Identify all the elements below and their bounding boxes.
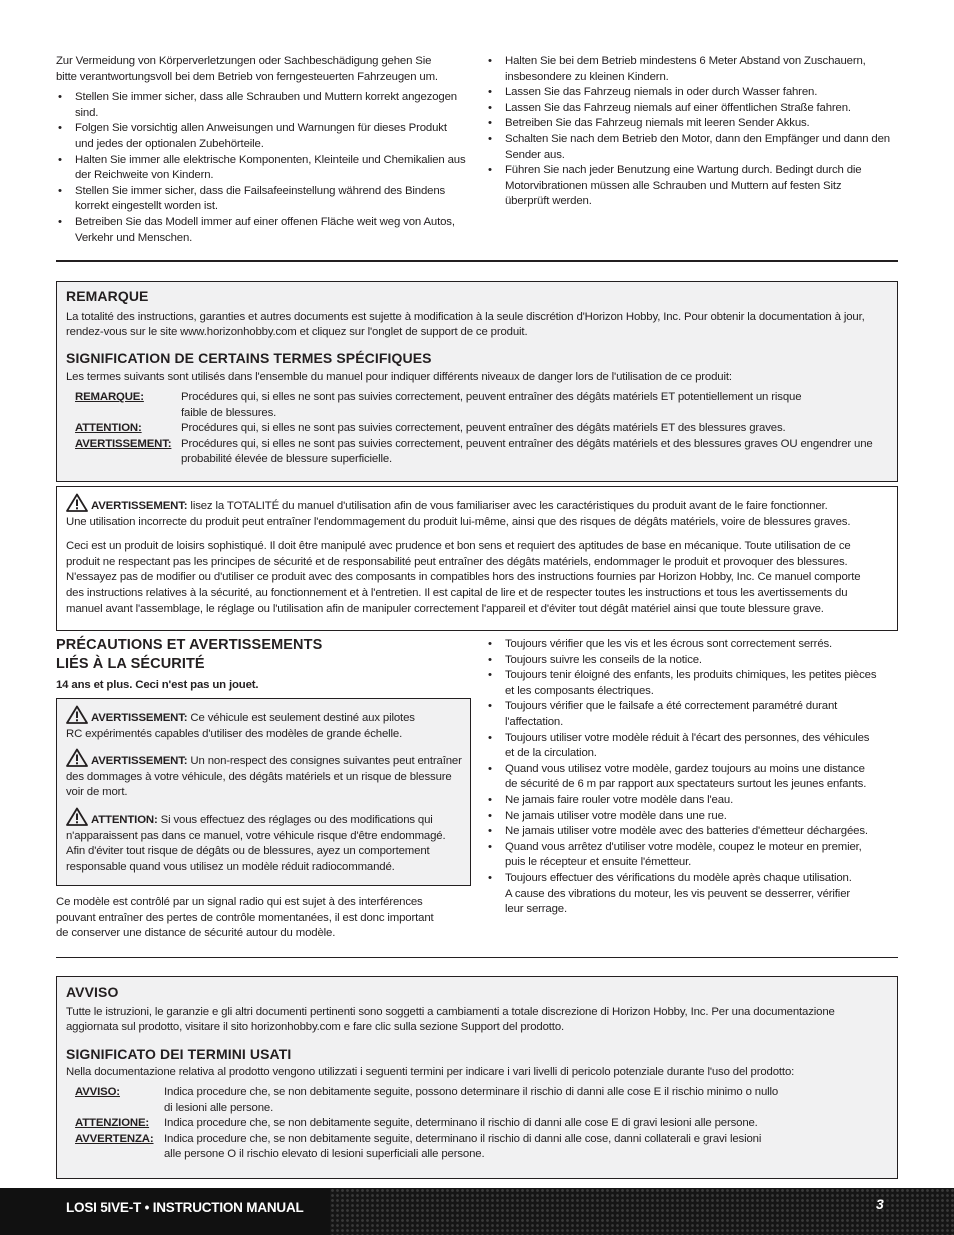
term-definition: Procédures qui, si elles ne sont pas suivies correctement, peuvent entraîner des dégâts matériels et des blessures graves OU engendrer une probabilité élevée de blessure superficielle.	[181, 437, 873, 466]
list-item: • Stellen Sie immer sicher, dass alle Schrauben und Muttern korrekt angezogen sind.	[56, 90, 466, 121]
page-footer	[0, 1188, 954, 1235]
fr-safety-left	[56, 636, 476, 694]
page-number: 3	[876, 1196, 884, 1212]
de-left-bullets	[56, 90, 466, 246]
fr-radio-paragraph: Ce modèle est contrôlé par un signal radio qui est sujet à des interférences pouvant entraîner des pertes de contrôle momentanées, il est donc important de conserver une distance de sécurité autour du modèle.	[56, 896, 434, 940]
term-label: AVERTISSEMENT:	[75, 437, 172, 450]
it-notice-title: AVVISO	[66, 984, 119, 1000]
list-item: • Lassen Sie das Fahrzeug niemals in oder durch Wasser fahren.	[486, 85, 898, 101]
list-item: • Ne jamais utiliser votre modèle avec des batteries d'émetteur déchargées.	[486, 824, 898, 840]
fr-warning-box	[56, 486, 898, 631]
fr-warnings-box	[56, 698, 471, 886]
fr-warning-paragraph: Ceci est un produit de loisirs sophistiqué. Il doit être manipulé avec prudence et bon sens et requiert des aptitudes de base en mécanique. Toute utilisation de ce produit ne respectant pas les principes de sécurité et de responsabilité peut entraîner des dégâts matériels, endommager le produit et provoquer des blessures. N'essayez pas de modifier ou d'utiliser ce produit avec des composants in compatibles hors des instructions fournies par Horizon Hobby, Inc. Ce manuel comporte des instructions relatives à la sécurité, au fonctionnement et à l'entretien. Il est capital de lire et de respecter toutes les instructions et tous les avertissements du manuel avant l'assemblage, le réglage ou l'utilisation afin de manipuler correctement l'appareil et d'éviter tout dégât matériel ainsi que toute blessure grave.	[66, 540, 861, 615]
term-label: REMARQUE:	[75, 390, 144, 403]
term-definition: Indica procedure che, se non debitamente seguite, determinano il rischio di danni alle cose E di gravi lesioni alle persone.	[164, 1117, 758, 1130]
list-item: • Stellen Sie immer sicher, dass die Failsafeeinstellung während des Bindens korrekt eingestellt worden ist.	[56, 184, 466, 215]
list-item: • Toujours utiliser votre modèle réduit à l'écart des personnes, des véhicules et de la circulation.	[486, 731, 898, 762]
list-item: • Toujours tenir éloigné des enfants, les produits chimiques, les petites pièces et les composants électriques.	[486, 668, 898, 699]
fr-warning-2: AVERTISSEMENT: Un non-respect des consignes suivantes peut entraîner des dommages à votre véhicule, des dégâts matériels et un risque de blessure voir de mort.	[66, 748, 466, 801]
fr-age-note: 14 ans et plus. Ceci n'est pas un jouet.	[56, 679, 259, 691]
fr-safety-title: PRÉCAUTIONS ET AVERTISSEMENTS LIÉS À LA SÉCURITÉ	[56, 637, 323, 672]
warning-triangle-icon	[66, 705, 88, 724]
fr-warning-1: AVERTISSEMENT: Ce véhicule est seulement destiné aux pilotes RC expérimentés capables d'utiliser des modèles de grande échelle.	[66, 705, 466, 742]
fr-right-bullets	[486, 637, 898, 918]
it-terms-intro: Nella documentazione relativa al prodotto vengono utilizzati i seguenti termini per indicare i vari livelli di pericolo potenziale durante l'uso del prodotto:	[66, 1066, 795, 1079]
list-item: • Halten Sie bei dem Betrieb mindestens 6 Meter Abstand von Zuschauern, insbesondere zu kleinen Kindern.	[486, 54, 898, 85]
fr-warning-intro: AVERTISSEMENT: lisez la TOTALITÉ du manuel d'utilisation afin de vous familiariser avec les caractéristiques du produit avant de le faire fonctionner. Une utilisation incorrecte du produit peut entraîner l'endommagement du produit lui-même, ainsi que des risques de dégâts matériels, voire de blessures graves.	[66, 493, 889, 530]
list-item: • Toujours vérifier que les vis et les écrous sont correctement serrés.	[486, 637, 898, 653]
section-divider	[56, 957, 898, 958]
list-item: • Schalten Sie nach dem Betrieb den Motor, dann den Empfänger und dann den Sender aus.	[486, 132, 898, 163]
list-item: • Ne jamais utiliser votre modèle dans une rue.	[486, 809, 898, 825]
term-label: AVVERTENZA:	[75, 1132, 154, 1145]
de-left-column	[56, 54, 466, 246]
warning-triangle-icon	[66, 807, 88, 826]
fr-notice-text: La totalité des instructions, garanties et autres documents est sujette à modification à la seule discrétion d'Horizon Hobby, Inc. Pour obtenir la documentation à jour, rendez-vous sur le site www.horizonhobby.com et cliquez sur l'onglet de support de ce produit.	[66, 310, 865, 339]
list-item: • Folgen Sie vorsichtig allen Anweisungen und Warnungen für dieses Produkt und jedes der optionalen Zubehörteile.	[56, 121, 466, 152]
list-item: • Quand vous arrêtez d'utiliser votre modèle, coupez le moteur en premier, puis le récepteur et ensuite l'émetteur.	[486, 840, 898, 871]
term-label: ATTENZIONE:	[75, 1117, 150, 1130]
de-right-column	[486, 54, 898, 210]
list-item: • Führen Sie nach jeder Benutzung eine Wartung durch. Bedingt durch die Motorvibrationen müssen alle Schrauben und Muttern auf festen Sitz überprüft werden.	[486, 163, 898, 210]
list-item: • Toujours vérifier que le failsafe a été correctement paramétré durant l'affectation.	[486, 699, 898, 730]
fr-notice-box	[56, 281, 898, 482]
it-notice-box	[56, 976, 898, 1179]
fr-terms-intro: Les termes suivants sont utilisés dans l'ensemble du manuel pour indiquer différents niveaux de danger lors de l'utilisation de ce produit:	[66, 371, 732, 384]
list-item: • Quand vous utilisez votre modèle, gardez toujours au moins une distance de sécurité de 6 m par rapport aux spectateurs surtout les jeunes enfants.	[486, 762, 898, 793]
term-definition: Indica procedure che, se non debitamente seguite, possono determinare il rischio di danni alle cose E il rischio minimo o nullo di lesioni alle persone.	[164, 1085, 779, 1114]
fr-terms-title: SIGNIFICATION DE CERTAINS TERMES SPÉCIFIQUES	[66, 349, 432, 366]
fr-warning-3: ATTENTION: Si vous effectuez des réglages ou des modifications qui n'apparaissent pas dans ce manuel, votre véhicule risque d'être endommagé. Afin d'éviter tout risque de dégâts ou de blessures, ayez un comportement responsable quand vous utilisez un modèle réduit radiocommandé.	[66, 807, 466, 875]
section-divider	[56, 260, 898, 262]
list-item: • Halten Sie immer alle elektrische Komponenten, Kleinteile und Chemikalien aus der Reichweite von Kindern.	[56, 153, 466, 184]
footer-manual-title: LOSI 5IVE-T • INSTRUCTION MANUAL	[66, 1200, 304, 1215]
list-item: • Toujours suivre les conseils de la notice.	[486, 653, 898, 669]
list-item: • Toujours effectuer des vérifications du modèle après chaque utilisation. A cause des vibrations du moteur, les vis peuvent se desserrer, vérifier leur serrage.	[486, 871, 898, 918]
fr-notice-title: REMARQUE	[66, 288, 149, 304]
term-label: AVVISO:	[75, 1085, 120, 1098]
it-notice-text: Tutte le istruzioni, le garanzie e gli altri documenti pertinenti sono soggetti a cambiamenti a totale discrezione di Horizon Hobby, Inc. Per una documentazione aggiornata sul prodotto, visitare il sito horizonhobby.com e fare clic sulla sezione Support del prodotto.	[66, 1005, 835, 1034]
fr-terms-list	[66, 390, 888, 468]
term-definition: Procédures qui, si elles ne sont pas suivies correctement, peuvent entraîner des dégâts matériels ET potentiellement un risque faible de blessures.	[181, 390, 802, 419]
list-item: • Betreiben Sie das Modell immer auf einer offenen Fläche weit weg von Autos, Verkehr und Menschen.	[56, 215, 466, 246]
it-terms-list	[66, 1085, 888, 1163]
warning-triangle-icon	[66, 748, 88, 767]
warning-triangle-icon	[66, 493, 88, 512]
de-intro: Zur Vermeidung von Körperverletzungen oder Sachbeschädigung gehen Sie bitte verantwortungsvoll bei dem Betrieb von ferngesteuerten Fahrzeugen um.	[56, 55, 438, 83]
term-label: ATTENTION:	[75, 422, 142, 435]
term-definition: Indica procedure che, se non debitamente seguite, determinano il rischio di danni alle cose, danni collaterali e gravi lesioni alle persone O il rischio elevato di lesioni superficiali alle persone.	[164, 1132, 762, 1161]
list-item: • Lassen Sie das Fahrzeug niemals auf einer öffentlichen Straße fahren.	[486, 101, 898, 117]
fr-safety-right	[486, 637, 898, 918]
list-item: • Betreiben Sie das Fahrzeug niemals mit leeren Sender Akkus.	[486, 116, 898, 132]
term-definition: Procédures qui, si elles ne sont pas suivies correctement, peuvent entraîner des dégâts matériels ET des blessures graves.	[181, 422, 786, 435]
de-right-bullets	[486, 54, 898, 210]
it-terms-title: SIGNIFICATO DEI TERMINI USATI	[66, 1045, 292, 1062]
list-item: • Ne jamais faire rouler votre modèle dans l'eau.	[486, 793, 898, 809]
